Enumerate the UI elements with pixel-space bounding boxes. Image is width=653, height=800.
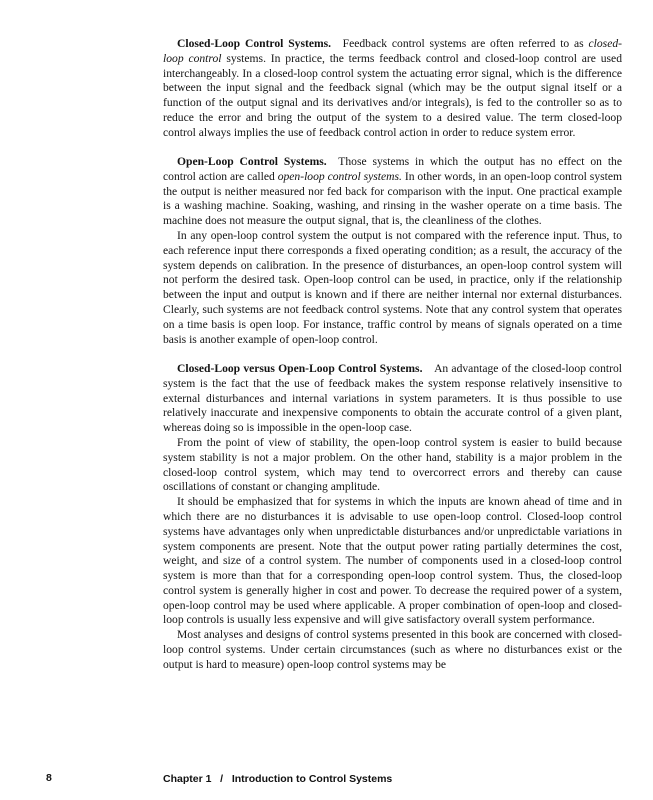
text-run: Those systems in which the output has no effect on the control action are called xyxy=(163,155,622,183)
text-run: It should be emphasized that for systems in which the inputs are known ahead of time and in which there are no disturbances it is advisable to use open-loop control. Closed-loop control systems have advantages only when unpredictable disturbances and/or unpredictable variations in system components are present. Note that the output power rating partially determines the cost, weight, and size of a control system. The number of components used in a closed-loop control system is more than that for a corresponding open-loop control system. Thus, the closed-loop control system is generally higher in cost and power. To decrease the required power of a system, open-loop control may be used where applicable. A proper combination of open-loop and closed-loop controls is usually less expensive and will give satisfactory overall system performance. xyxy=(163,495,622,627)
text-run: open-loop control systems. xyxy=(277,169,402,183)
body-paragraph xyxy=(163,436,622,495)
running-footer: Chapter 1 / Introduction to Control Systems xyxy=(163,773,393,785)
run-in-heading: Closed-Loop Control Systems. xyxy=(177,37,332,50)
text-block xyxy=(163,37,622,673)
section-paragraph xyxy=(163,155,622,229)
text-run: closed-loop control xyxy=(163,37,622,65)
text-run: In other words, in an open-loop control system the output is neither measured nor fed back for comparison with the input. One practical example is a washing machine. Soaking, washing, and rinsing in the washer operate on a time basis. The machine does not measure the output signal, that is, the cleanliness of the clothes. xyxy=(163,169,623,228)
run-in-heading: Closed-Loop versus Open-Loop Control Systems. xyxy=(177,361,423,375)
page-footer xyxy=(0,772,653,788)
text-run: Most analyses and designs of control systems presented in this book are concerned with closed-loop control systems. Under certain circumstances (such as where no disturbances exist or the output is hard to measure) open-loop control systems may be xyxy=(163,628,622,671)
body-paragraph xyxy=(163,229,622,347)
run-in-heading: Open-Loop Control Systems. xyxy=(177,155,327,169)
text-run: An advantage of the closed-loop control system is the fact that the use of feedback makes the system response relatively insensitive to external disturbances and internal variations in system parameters. It is thus possible to use relatively inaccurate and inexpensive components to obtain the accurate control of a given plant, whereas doing so is impossible in the open-loop case. xyxy=(163,361,622,435)
text-run: systems. In practice, the terms feedback control and closed-loop control are used interchangeably. In a closed-loop control system the actuating error signal, which is the difference between the input signal and the feedback signal (which may be the output signal itself or a function of the output signal and its derivatives and/or integrals), is fed to the controller so as to reduce the error and bring the output of the system to a desired value. The term closed-loop control always implies the use of feedback control action in order to reduce system error. xyxy=(163,51,622,139)
text-run: From the point of view of stability, the open-loop control system is easier to build because system stability is not a major problem. On the other hand, stability is a major problem in the closed-loop control system, which may tend to overcorrect errors and thereby can cause oscillations of constant or changing amplitude. xyxy=(163,435,622,494)
text-run: In any open-loop control system the output is not compared with the reference input. Thus, to each reference input there corresponds a fixed operating condition; as a result, the accuracy of the system depends on calibration. In the presence of disturbances, an open-loop control system will not perform the desired task. Open-loop control can be used, in practice, only if the relationship between the input and output is known and if there are neither internal nor external disturbances. Clearly, such systems are not feedback control systems. Note that any control system that operates on a time basis is open loop. For instance, traffic control by means of signals operated on a time basis is another example of open-loop control. xyxy=(163,229,622,346)
section-paragraph xyxy=(163,362,622,436)
text-run: Feedback control systems are often referred to as xyxy=(331,37,589,50)
page-number: 8 xyxy=(46,772,52,784)
section-paragraph xyxy=(163,37,622,141)
body-paragraph xyxy=(163,495,622,628)
body-paragraph xyxy=(163,628,622,672)
